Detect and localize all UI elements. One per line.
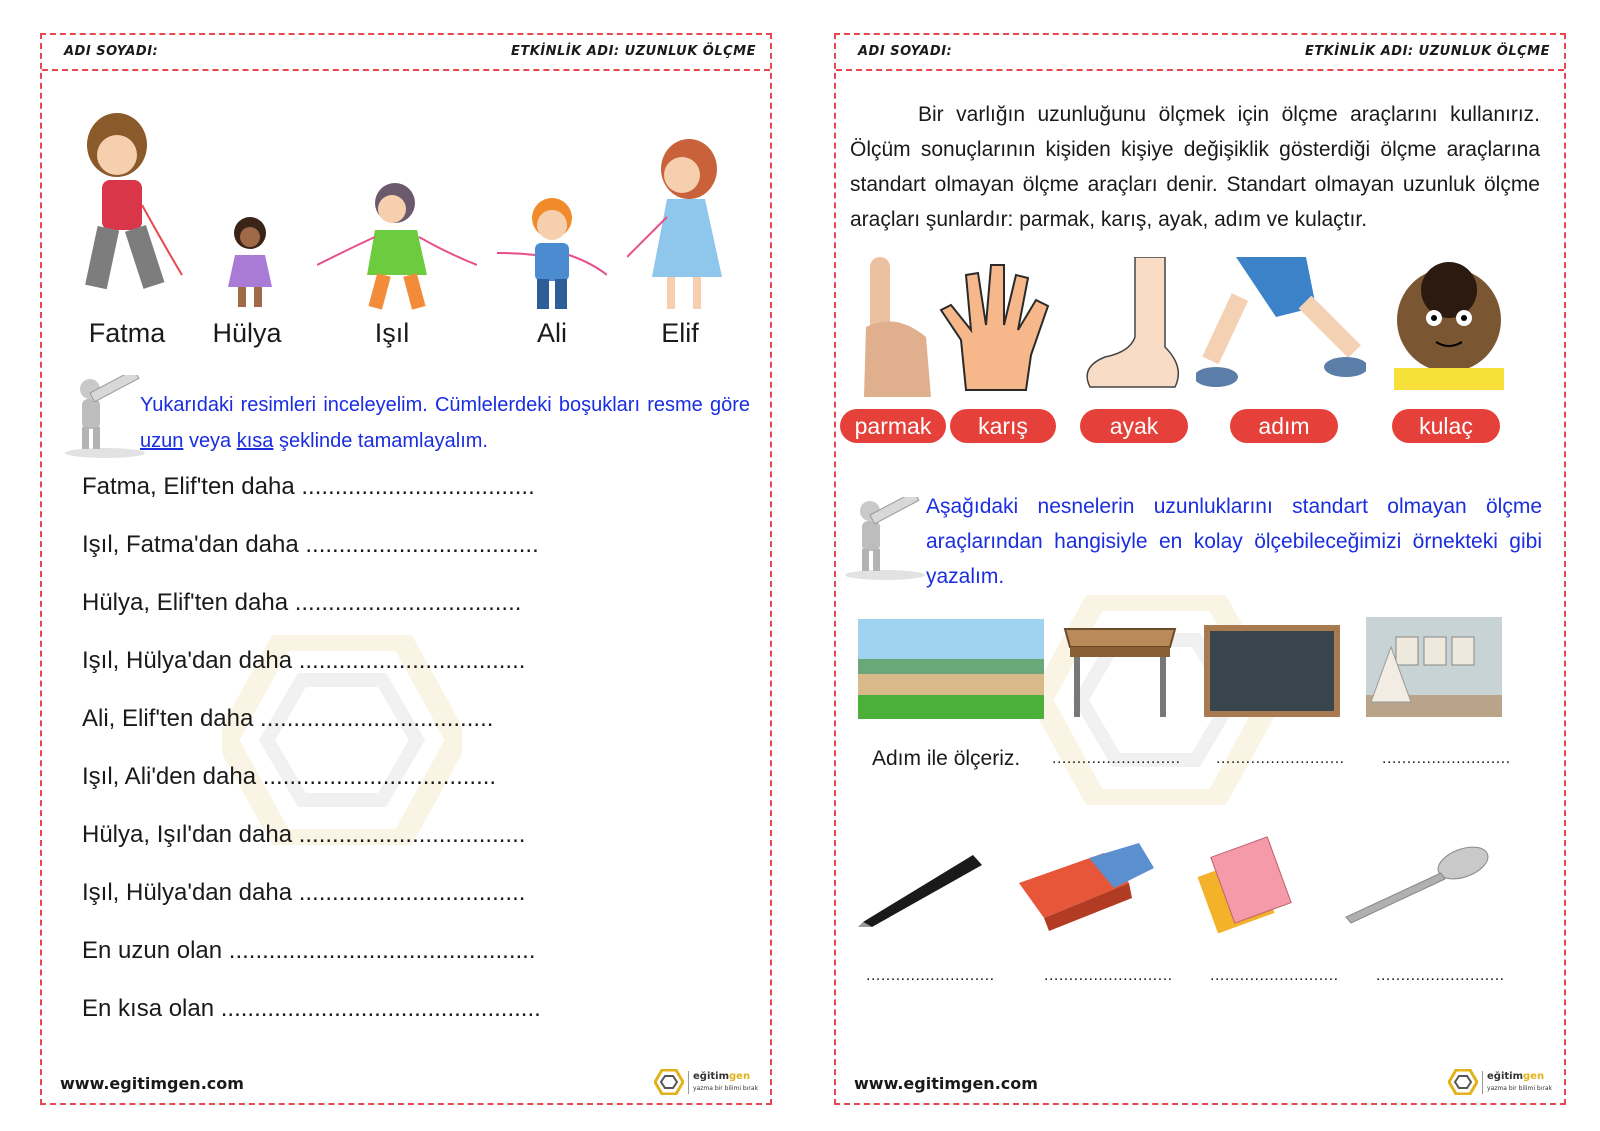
answer-blank-pen[interactable]: ..........................: [866, 967, 995, 984]
ruler-person-icon: [840, 497, 928, 581]
finger-illustration: [856, 257, 936, 397]
tool-pill-parmak: parmak: [840, 409, 946, 443]
page-header: [836, 35, 1564, 71]
brand-tagline: yazma bir bilimi bırak: [1487, 1084, 1552, 1092]
answer-blank-wall[interactable]: ..........................: [1382, 750, 1511, 767]
kid-name-elif: Elif: [661, 318, 699, 348]
sentence-4[interactable]: Işıl, Hülya'dan daha ..................................: [82, 647, 526, 674]
kid-name-ali: Ali: [536, 318, 567, 348]
brand-name: [1482, 1071, 1552, 1094]
kid-name-hulya: Hülya: [212, 318, 282, 348]
brand-part-b: gen: [1523, 1070, 1545, 1082]
brand-tagline: yazma bir bilimi bırak: [693, 1084, 758, 1092]
sentence-10[interactable]: En kısa olan ................................................: [82, 995, 541, 1022]
right-instruction: Aşağıdaki nesnelerin uzunluklarını standart olmayan ölçme araçlarından hangisiyle en kolay ölçebileceğimizi örnekteki gibi yazalım.: [926, 495, 1542, 588]
footer-url[interactable]: www.egitimgen.com: [60, 1074, 244, 1093]
page-header: [42, 35, 770, 71]
tool-pill-ayak: ayak: [1080, 409, 1188, 443]
ruler-person-icon: [60, 375, 148, 459]
sentence-6[interactable]: Işıl, Ali'den daha ...................................: [82, 763, 497, 790]
intro-paragraph: Bir varlığın uzunluğunu ölçmek için ölçme araçlarını kullanırız. Ölçüm sonuçlarının kişiden kişiye değişiklik gösterdiği ölçme araçlarına standart olmayan ölçme araçları denir. Standart olmayan uzunluk ölçme araçları şunlardır: parmak, karış, ayak, adım ve kulaçtır.: [850, 103, 1540, 231]
hexagon-logo-icon: [1448, 1069, 1478, 1095]
answer-blank-desk[interactable]: ..........................: [1052, 750, 1181, 767]
garden-fence-image: [858, 619, 1044, 719]
activity-label: ETKİNLİK ADI: UZUNLUK ÖLÇME: [1304, 44, 1550, 59]
tool-pill-kulac: kulaç: [1392, 409, 1500, 443]
left-instruction: [140, 387, 750, 459]
right-worksheet-page: [834, 33, 1566, 1105]
step-illustration: [1196, 257, 1366, 397]
sentence-9[interactable]: En uzun olan ..............................................: [82, 937, 536, 964]
spoon-image: [1341, 845, 1491, 925]
footer-logo: [1448, 1069, 1552, 1095]
example-answer: Adım ile ölçeriz.: [872, 747, 1021, 770]
brand-part-a: eğitim: [693, 1070, 730, 1082]
answer-blank-blackboard[interactable]: ..........................: [1216, 750, 1345, 767]
instruction-text-3: şeklinde tamamlayalım.: [279, 430, 488, 452]
blackboard-image: [1204, 625, 1340, 717]
kid-hulya-illustration: [220, 215, 280, 315]
answer-blank-notebook[interactable]: ..........................: [1210, 967, 1339, 984]
kid-elif-illustration: [627, 137, 737, 315]
notebook-image: [1196, 835, 1296, 935]
tool-pill-adim: adım: [1230, 409, 1338, 443]
activity-label: ETKİNLİK ADI: UZUNLUK ÖLÇME: [510, 44, 756, 59]
left-worksheet-page: [40, 33, 772, 1105]
sentence-3[interactable]: Hülya, Elif'ten daha ..................................: [82, 589, 522, 616]
sentence-8[interactable]: Işıl, Hülya'dan daha ..................................: [82, 879, 526, 906]
hand-span-illustration: [936, 260, 1066, 400]
instruction-text-2: veya: [188, 430, 232, 452]
answer-blank-eraser[interactable]: ..........................: [1044, 967, 1173, 984]
room-wall-image: [1366, 617, 1502, 717]
arm-span-kid-illustration: [1384, 260, 1514, 390]
kid-ali-illustration: [497, 193, 607, 315]
pen-image: [858, 847, 988, 927]
instruction-text-1: Yukarıdaki resimleri inceleyelim. Cümlelerdeki boşukları resme göre: [140, 394, 750, 416]
tool-pill-karis: karış: [950, 409, 1056, 443]
brand-part-b: gen: [729, 1070, 751, 1082]
hexagon-logo-icon: [654, 1069, 684, 1095]
kid-name-isil: Işıl: [374, 318, 410, 348]
footer-logo: [654, 1069, 758, 1095]
kid-name-fatma: Fatma: [88, 318, 166, 348]
footer-url[interactable]: www.egitimgen.com: [854, 1074, 1038, 1093]
name-label: ADI SOYADI:: [64, 44, 159, 59]
brand-name: [688, 1071, 758, 1094]
sentence-5[interactable]: Ali, Elif'ten daha ...................................: [82, 705, 494, 732]
sentence-2[interactable]: Işıl, Fatma'dan daha ...................................: [82, 531, 539, 558]
brand-part-a: eğitim: [1487, 1070, 1524, 1082]
desk-image: [1060, 619, 1180, 719]
sentence-7[interactable]: Hülya, Işıl'dan daha ..................................: [82, 821, 526, 848]
instruction-word-kisa: kısa: [236, 430, 274, 452]
answer-blank-spoon[interactable]: ..........................: [1376, 967, 1505, 984]
kid-isil-illustration: [317, 175, 477, 315]
kid-fatma-illustration: [67, 110, 187, 310]
eraser-image: [1014, 843, 1154, 933]
sentence-1[interactable]: Fatma, Elif'ten daha ...................................: [82, 473, 535, 500]
instruction-word-uzun: uzun: [140, 430, 184, 452]
foot-illustration: [1080, 257, 1190, 397]
name-label: ADI SOYADI:: [858, 44, 953, 59]
